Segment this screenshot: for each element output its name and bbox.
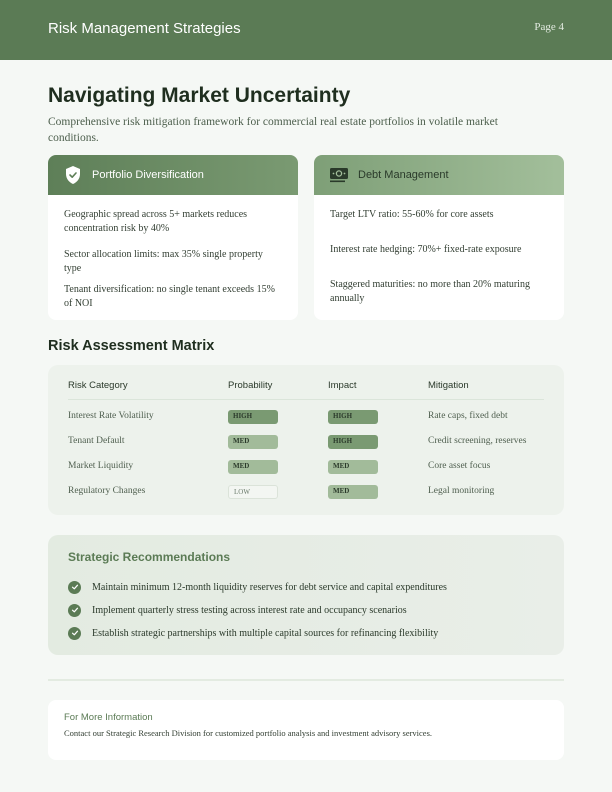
- mitigation: Core asset focus: [428, 461, 491, 471]
- card-title: Portfolio Diversification: [92, 169, 204, 181]
- impact-badge: HIGH: [328, 410, 378, 424]
- impact-badge: MED: [328, 460, 378, 474]
- card-item: Staggered maturities: no more than 20% maturing annually: [330, 279, 530, 304]
- risk-matrix-title: Risk Assessment Matrix: [48, 338, 215, 354]
- table-row: [68, 410, 544, 426]
- portfolio-diversification-card: [48, 155, 298, 320]
- recommendations-title: Strategic Recommendations: [68, 550, 231, 564]
- probability-badge: MED: [228, 435, 278, 449]
- recommendation-text: Implement quarterly stress testing across interest rate and occupancy scenarios: [92, 604, 407, 616]
- table-row: [68, 435, 544, 451]
- card-header: [314, 155, 564, 195]
- page-subtitle: Comprehensive risk mitigation framework for commercial real estate portfolios in volatile market conditions.: [48, 116, 498, 144]
- recommendation-item: [68, 602, 407, 618]
- card-item: Interest rate hedging: 70%+ fixed-rate exposure: [330, 244, 522, 255]
- risk-assessment-table: [48, 365, 564, 515]
- mitigation: Rate caps, fixed debt: [428, 411, 508, 421]
- page-header: [0, 0, 612, 60]
- table-row: [68, 485, 544, 501]
- page-title: Navigating Market Uncertainty: [48, 84, 351, 107]
- more-info-box: [48, 700, 564, 760]
- impact-badge: MED: [328, 485, 378, 499]
- probability-badge: LOW: [228, 485, 278, 499]
- column-header-probability: Probability: [228, 380, 273, 391]
- card-header: [48, 155, 298, 195]
- check-circle-icon: [68, 627, 81, 640]
- recommendation-text: Maintain minimum 12-month liquidity reserves for debt service and capital expenditures: [92, 581, 447, 593]
- recommendation-item: [68, 625, 438, 641]
- mitigation: Legal monitoring: [428, 486, 495, 496]
- card-item: Sector allocation limits: max 35% single property type: [64, 249, 263, 274]
- column-header-impact: Impact: [328, 380, 357, 391]
- probability-badge: MED: [228, 460, 278, 474]
- shield-check-icon: [64, 166, 82, 184]
- card-item: Target LTV ratio: 55-60% for core assets: [330, 209, 494, 220]
- card-title: Debt Management: [358, 169, 449, 181]
- risk-category: Tenant Default: [68, 436, 125, 446]
- money-bill-icon: [330, 166, 348, 184]
- risk-category: Market Liquidity: [68, 461, 134, 471]
- probability-badge: HIGH: [228, 410, 278, 424]
- page-number: Page 4: [534, 21, 564, 33]
- table-header: [68, 380, 544, 400]
- table-row: [68, 460, 544, 476]
- card-item: Geographic spread across 5+ markets reduces concentration risk by 40%: [64, 209, 248, 234]
- debt-management-card: [314, 155, 564, 320]
- risk-category: Regulatory Changes: [68, 486, 146, 496]
- risk-category: Interest Rate Volatility: [68, 411, 154, 421]
- mitigation: Credit screening, reserves: [428, 436, 527, 446]
- recommendation-text: Establish strategic partnerships with multiple capital sources for refinancing flexibility: [92, 627, 439, 639]
- check-circle-icon: [68, 604, 81, 617]
- strategic-recommendations: [48, 535, 564, 655]
- impact-badge: HIGH: [328, 435, 378, 449]
- check-circle-icon: [68, 581, 81, 594]
- divider: [48, 679, 564, 681]
- info-text: Contact our Strategic Research Division for customized portfolio analysis and investment advisory services.: [64, 728, 433, 738]
- recommendation-item: [68, 579, 447, 595]
- card-item: Tenant diversification: no single tenant exceeds 15% of NOI: [64, 284, 275, 309]
- column-header-risk-category: Risk Category: [68, 380, 128, 391]
- header-title: Risk Management Strategies: [48, 20, 241, 37]
- info-title: For More Information: [64, 712, 153, 723]
- column-header-mitigation: Mitigation: [428, 380, 469, 391]
